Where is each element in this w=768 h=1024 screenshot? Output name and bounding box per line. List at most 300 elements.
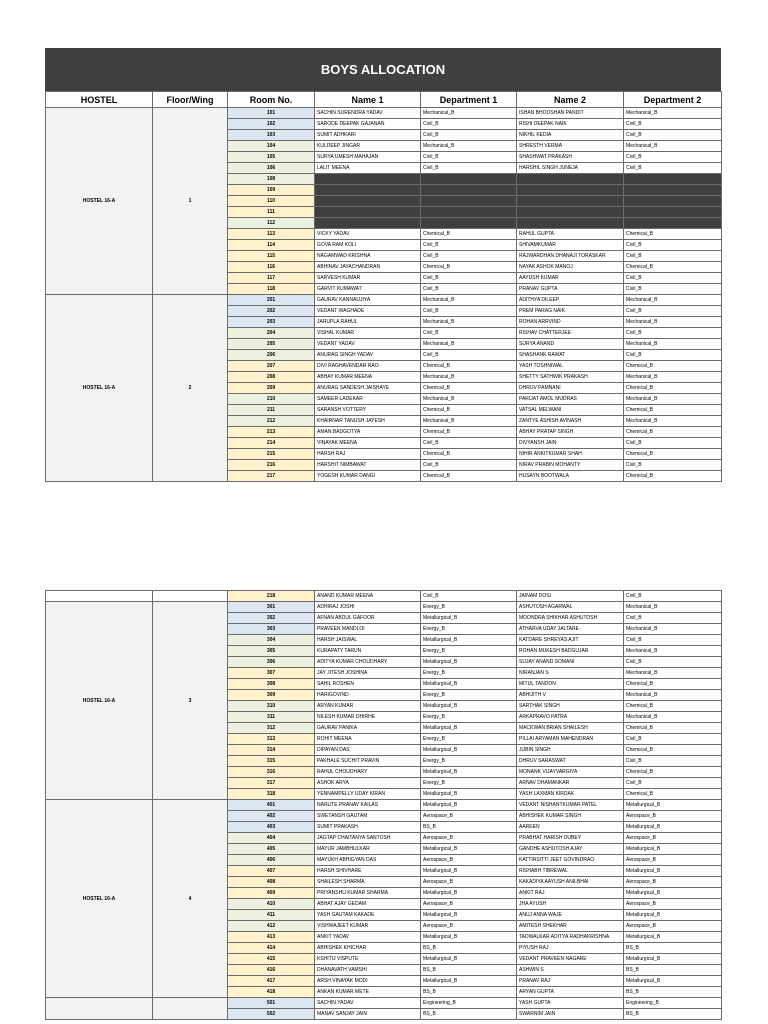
floor-wing-cell: 3 — [153, 602, 228, 800]
department-2-cell: Metallurgical_B — [624, 932, 722, 943]
name-2-cell: NIRAV PRABIN MOHANTY — [517, 460, 624, 471]
name-1-cell: GARVIT KUMAWAT — [315, 284, 421, 295]
room-number-cell: 408 — [228, 877, 315, 888]
name-2-cell: JAINAM DOSI — [517, 591, 624, 602]
room-number-cell: 210 — [228, 394, 315, 405]
name-1-cell: SHAILESH SHARMA — [315, 877, 421, 888]
room-number-cell: 212 — [228, 416, 315, 427]
name-1-cell: SARVESH KUMAR — [315, 273, 421, 284]
name-2-cell: VEDANT PRAVEEN NAGARE — [517, 954, 624, 965]
name-2-cell: ISHAN BHOOSHAN PANDIT — [517, 108, 624, 119]
name-2-cell: RISHAV CHATTERJEE — [517, 328, 624, 339]
department-2-cell: Civil_B — [624, 350, 722, 361]
room-number-cell: 303 — [228, 624, 315, 635]
header-name-1: Name 1 — [315, 92, 421, 108]
department-2-cell: Metallurgical_B — [624, 976, 722, 987]
room-number-cell: 411 — [228, 910, 315, 921]
name-2-cell: ANKIT RAJ — [517, 888, 624, 899]
name-2-cell: KATTIRSITTI JEET GOVINDRAO — [517, 855, 624, 866]
department-2-cell: Aerospace_B — [624, 899, 722, 910]
department-2-cell: Mechanical_B — [624, 372, 722, 383]
room-number-cell: 306 — [228, 657, 315, 668]
department-1-cell: Metallurgical_B — [421, 866, 517, 877]
department-2-cell: Mechanical_B — [624, 690, 722, 701]
department-2-cell: Mechanical_B — [624, 668, 722, 679]
header-room-no: Room No. — [228, 92, 315, 108]
department-2-cell: Metallurgical_B — [624, 954, 722, 965]
department-2-cell: Civil_B — [624, 460, 722, 471]
department-2-cell: Civil_B — [624, 306, 722, 317]
name-2-cell: ASHUTOSH AGARWAL — [517, 602, 624, 613]
department-1-cell: Civil_B — [421, 240, 517, 251]
name-2-cell: PARIJAT AMOL MUDRAS — [517, 394, 624, 405]
table-row — [46, 108, 722, 119]
name-2-cell: SWARNIM JAIN — [517, 1009, 624, 1020]
name-1-cell: GAURAV PANIKA — [315, 723, 421, 734]
department-2-cell: Civil_B — [624, 756, 722, 767]
name-1-cell: SURYA UMESH MAHAJAN — [315, 152, 421, 163]
room-number-cell: 102 — [228, 119, 315, 130]
department-2-cell: Mechanical_B — [624, 712, 722, 723]
room-number-cell: 304 — [228, 635, 315, 646]
department-2-cell: Chemical_B — [624, 679, 722, 690]
name-2-cell: JHA AYUSH — [517, 899, 624, 910]
room-number-cell: 106 — [228, 163, 315, 174]
room-number-cell: 307 — [228, 668, 315, 679]
department-1-cell: Civil_B — [421, 163, 517, 174]
name-1-cell: SAMEER LADEKAR — [315, 394, 421, 405]
room-number-cell: 201 — [228, 295, 315, 306]
department-2-cell: Chemical_B — [624, 789, 722, 800]
name-2-cell: KATDARE SHREYAS AJIT — [517, 635, 624, 646]
hostel-cell — [46, 998, 153, 1020]
name-1-cell: NAGAMWAD KRISHNA — [315, 251, 421, 262]
name-2-cell: PIYUSH RAJ — [517, 943, 624, 954]
department-1-cell — [421, 174, 517, 185]
name-2-cell: VATSAL MELWANI — [517, 405, 624, 416]
allocation-table-page-2 — [45, 590, 722, 1020]
department-1-cell: Chemical_B — [421, 427, 517, 438]
room-number-cell: 502 — [228, 1009, 315, 1020]
department-1-cell: Metallurgical_B — [421, 789, 517, 800]
department-1-cell: BS_B — [421, 987, 517, 998]
name-1-cell: HARSH SHIVHARE — [315, 866, 421, 877]
name-2-cell: MOONDRA SHIKHAR ASHUTOSH — [517, 613, 624, 624]
name-2-cell — [517, 196, 624, 207]
name-1-cell — [315, 207, 421, 218]
room-number-cell: 409 — [228, 888, 315, 899]
hostel-cell: HOSTEL 16-A — [46, 602, 153, 800]
department-1-cell: Chemical_B — [421, 383, 517, 394]
name-1-cell: ABHINAV JAYACHANDRAN — [315, 262, 421, 273]
header-hostel: HOSTEL — [46, 92, 153, 108]
header-floor-wing: Floor/Wing — [153, 92, 228, 108]
department-1-cell — [421, 196, 517, 207]
sheet-title: BOYS ALLOCATION — [45, 48, 721, 91]
name-1-cell: KSHITIJ VISPUTE — [315, 954, 421, 965]
table-body — [46, 108, 722, 482]
name-2-cell: MONANK VIJAYVARGIYA — [517, 767, 624, 778]
department-1-cell: Energy_B — [421, 602, 517, 613]
department-2-cell — [624, 185, 722, 196]
room-number-cell: 215 — [228, 449, 315, 460]
room-number-cell: 403 — [228, 822, 315, 833]
name-1-cell: JARUPLA RAHUL — [315, 317, 421, 328]
room-number-cell: 101 — [228, 108, 315, 119]
department-1-cell: BS_B — [421, 822, 517, 833]
department-2-cell — [624, 207, 722, 218]
name-1-cell: HARIGOVIND — [315, 690, 421, 701]
room-number-cell: 112 — [228, 218, 315, 229]
name-2-cell: ABHISHEK KUMAR SINGH — [517, 811, 624, 822]
name-2-cell: ZANTYE ASHISH AVINASH — [517, 416, 624, 427]
name-2-cell: ABHIJITH V — [517, 690, 624, 701]
department-1-cell: Mechanical_B — [421, 295, 517, 306]
department-2-cell — [624, 196, 722, 207]
department-1-cell: Mechanical_B — [421, 141, 517, 152]
name-2-cell: TADWALKAR ADITYA RADHAKRISHNA — [517, 932, 624, 943]
department-1-cell: Aerospace_B — [421, 877, 517, 888]
name-1-cell: SACHIN SURENDRA YADAV — [315, 108, 421, 119]
room-number-cell: 312 — [228, 723, 315, 734]
department-2-cell: Civil_B — [624, 273, 722, 284]
name-1-cell: MANAV SANJAY JAIN — [315, 1009, 421, 1020]
department-1-cell: Energy_B — [421, 734, 517, 745]
room-number-cell: 318 — [228, 789, 315, 800]
department-2-cell: Mechanical_B — [624, 141, 722, 152]
department-2-cell: Chemical_B — [624, 701, 722, 712]
name-1-cell: ROHIT MEENA — [315, 734, 421, 745]
header-row — [46, 92, 722, 108]
room-number-cell: 211 — [228, 405, 315, 416]
department-1-cell: Chemical_B — [421, 361, 517, 372]
room-number-cell: 315 — [228, 756, 315, 767]
department-1-cell: Civil_B — [421, 152, 517, 163]
department-1-cell: Chemical_B — [421, 262, 517, 273]
department-1-cell: Metallurgical_B — [421, 745, 517, 756]
room-number-cell: 308 — [228, 679, 315, 690]
department-2-cell: Civil_B — [624, 438, 722, 449]
department-2-cell: Mechanical_B — [624, 624, 722, 635]
department-1-cell: Civil_B — [421, 284, 517, 295]
room-number-cell: 416 — [228, 965, 315, 976]
department-1-cell — [421, 207, 517, 218]
room-number-cell: 310 — [228, 701, 315, 712]
department-1-cell: BS_B — [421, 965, 517, 976]
name-2-cell: MITUL TANDON — [517, 679, 624, 690]
department-1-cell: Metallurgical_B — [421, 723, 517, 734]
hostel-cell — [46, 591, 153, 602]
department-1-cell: Civil_B — [421, 350, 517, 361]
department-2-cell: Metallurgical_B — [624, 822, 722, 833]
department-1-cell: BS_B — [421, 943, 517, 954]
department-2-cell: Aerospace_B — [624, 833, 722, 844]
header-department-2: Department 2 — [624, 92, 722, 108]
room-number-cell: 110 — [228, 196, 315, 207]
name-1-cell — [315, 174, 421, 185]
name-1-cell: KURAPATY TARUN — [315, 646, 421, 657]
name-2-cell: SHETTY SATHWIK PRAKASH — [517, 372, 624, 383]
department-1-cell: Chemical_B — [421, 229, 517, 240]
name-1-cell: SUMIT PRAKASH — [315, 822, 421, 833]
department-2-cell: Mechanical_B — [624, 416, 722, 427]
floor-wing-cell: 1 — [153, 108, 228, 295]
room-number-cell: 415 — [228, 954, 315, 965]
name-2-cell: ROHAN MUKESH BADGUJAR — [517, 646, 624, 657]
department-1-cell: Engineering_B — [421, 998, 517, 1009]
name-2-cell: ARKAPRAVO PATRA — [517, 712, 624, 723]
name-2-cell: ANUJ ANNA WAJE — [517, 910, 624, 921]
name-1-cell — [315, 185, 421, 196]
name-2-cell — [517, 174, 624, 185]
name-1-cell: GOVA RAM KOLI — [315, 240, 421, 251]
department-2-cell: Civil_B — [624, 284, 722, 295]
name-1-cell: ABHISHEK KHICHAR — [315, 943, 421, 954]
name-1-cell: PAKHALE SUCHIT PRAVIN — [315, 756, 421, 767]
department-2-cell: Mechanical_B — [624, 295, 722, 306]
name-1-cell: YENNAMPELLY UDAY KIRAN — [315, 789, 421, 800]
department-1-cell: Aerospace_B — [421, 811, 517, 822]
room-number-cell: 109 — [228, 185, 315, 196]
department-1-cell — [421, 218, 517, 229]
name-1-cell: ANKIT YADAV — [315, 932, 421, 943]
department-1-cell: BS_B — [421, 1009, 517, 1020]
department-2-cell: Civil_B — [624, 591, 722, 602]
table-row — [46, 591, 722, 602]
department-2-cell — [624, 174, 722, 185]
name-2-cell: GANDHE ASHUTOSH AJAY — [517, 844, 624, 855]
room-number-cell: 418 — [228, 987, 315, 998]
name-1-cell: YOGESH KUMAR DANGI — [315, 471, 421, 482]
name-1-cell: ANURAG SANDESH JAISHAYE — [315, 383, 421, 394]
name-1-cell: VISHWAJEET KUMAR — [315, 921, 421, 932]
department-2-cell: Metallurgical_B — [624, 800, 722, 811]
department-1-cell: Metallurgical_B — [421, 910, 517, 921]
department-1-cell: Mechanical_B — [421, 372, 517, 383]
name-2-cell — [517, 185, 624, 196]
room-number-cell: 216 — [228, 460, 315, 471]
department-1-cell: Mechanical_B — [421, 317, 517, 328]
name-1-cell: MAYUKH ABHIGYAN DAS — [315, 855, 421, 866]
name-2-cell: PRANAV RAJ — [517, 976, 624, 987]
hostel-cell: HOSTEL 16-A — [46, 108, 153, 295]
name-1-cell: ASHOK ARYA — [315, 778, 421, 789]
name-2-cell: AMITESH SHEKHAR — [517, 921, 624, 932]
floor-wing-cell: 4 — [153, 800, 228, 998]
room-number-cell: 413 — [228, 932, 315, 943]
room-number-cell: 301 — [228, 602, 315, 613]
name-1-cell: KULDEEP JINGAR — [315, 141, 421, 152]
name-1-cell: YASH GAUTAM KAKADE — [315, 910, 421, 921]
department-2-cell: Aerospace_B — [624, 921, 722, 932]
name-2-cell: RISHABH TIBREWAL — [517, 866, 624, 877]
name-1-cell: ABHAT AJAY GEDAM — [315, 899, 421, 910]
room-number-cell: 311 — [228, 712, 315, 723]
department-2-cell: Civil_B — [624, 251, 722, 262]
name-1-cell: KHAIRNAR TANUSH JAYESH — [315, 416, 421, 427]
department-2-cell: Civil_B — [624, 613, 722, 624]
room-number-cell: 117 — [228, 273, 315, 284]
name-1-cell: NARUTE PRANAV KAILAS — [315, 800, 421, 811]
room-number-cell: 207 — [228, 361, 315, 372]
room-number-cell: 414 — [228, 943, 315, 954]
department-1-cell: Metallurgical_B — [421, 767, 517, 778]
name-2-cell: SURYA ANAND — [517, 339, 624, 350]
name-1-cell: ANAND KUMAR MEENA — [315, 591, 421, 602]
department-2-cell: Mechanical_B — [624, 108, 722, 119]
name-1-cell: ADITYA KUMAR CHOUDHARY — [315, 657, 421, 668]
department-2-cell: Chemical_B — [624, 383, 722, 394]
table-body — [46, 591, 722, 1020]
room-number-cell: 417 — [228, 976, 315, 987]
department-2-cell: Chemical_B — [624, 745, 722, 756]
name-1-cell: SACHIN YADAV — [315, 998, 421, 1009]
room-number-cell: 302 — [228, 613, 315, 624]
table-row — [46, 800, 722, 811]
room-number-cell: 412 — [228, 921, 315, 932]
department-1-cell: Energy_B — [421, 756, 517, 767]
department-1-cell: Energy_B — [421, 668, 517, 679]
department-2-cell: Metallurgical_B — [624, 844, 722, 855]
room-number-cell: 405 — [228, 844, 315, 855]
name-2-cell: MACKWAN BRIAN SHAILESH — [517, 723, 624, 734]
room-number-cell: 114 — [228, 240, 315, 251]
name-1-cell: HARSH RAJ — [315, 449, 421, 460]
department-2-cell: Civil_B — [624, 152, 722, 163]
hostel-cell: HOSTEL 16-A — [46, 295, 153, 482]
room-number-cell: 115 — [228, 251, 315, 262]
room-number-cell: 316 — [228, 767, 315, 778]
department-1-cell: Metallurgical_B — [421, 635, 517, 646]
name-1-cell: VEDANT WAGHADE — [315, 306, 421, 317]
name-2-cell: AAREEN — [517, 822, 624, 833]
name-2-cell: JUBIN SINGH — [517, 745, 624, 756]
department-1-cell: Energy_B — [421, 624, 517, 635]
department-1-cell: Metallurgical_B — [421, 701, 517, 712]
room-number-cell: 313 — [228, 734, 315, 745]
room-number-cell: 501 — [228, 998, 315, 1009]
name-2-cell: YASH GUPTA — [517, 998, 624, 1009]
room-number-cell: 407 — [228, 866, 315, 877]
room-number-cell: 116 — [228, 262, 315, 273]
name-2-cell: ADITHYA DILEEP — [517, 295, 624, 306]
name-1-cell: SUMIT ADHKARI — [315, 130, 421, 141]
department-1-cell: Aerospace_B — [421, 833, 517, 844]
department-1-cell: Civil_B — [421, 251, 517, 262]
room-number-cell: 103 — [228, 130, 315, 141]
name-2-cell: DHRUV PAMNANI — [517, 383, 624, 394]
name-2-cell: NIKHIL KEDIA — [517, 130, 624, 141]
name-1-cell: ARSH VINAYAK MODI — [315, 976, 421, 987]
department-2-cell: Mechanical_B — [624, 317, 722, 328]
room-number-cell: 203 — [228, 317, 315, 328]
name-2-cell: RAJWARDHAN DHANAJI TORASKAR — [517, 251, 624, 262]
allocation-table-page-1 — [45, 91, 722, 482]
name-1-cell: SARODE DEEPAK GAJANAN — [315, 119, 421, 130]
header-name-2: Name 2 — [517, 92, 624, 108]
department-1-cell: Civil_B — [421, 273, 517, 284]
room-number-cell: 217 — [228, 471, 315, 482]
room-number-cell: 406 — [228, 855, 315, 866]
name-1-cell: ANKAN KUMAR METE — [315, 987, 421, 998]
name-2-cell: NIHIR ANKITKUMAR SHAH — [517, 449, 624, 460]
name-2-cell: ARYAN GUPTA — [517, 987, 624, 998]
room-number-cell: 401 — [228, 800, 315, 811]
department-2-cell: Metallurgical_B — [624, 888, 722, 899]
room-number-cell: 218 — [228, 591, 315, 602]
department-2-cell: BS_B — [624, 965, 722, 976]
name-2-cell: HARSHIL SINGH JUNEJA — [517, 163, 624, 174]
name-1-cell: RAHUL CHOUDHARY — [315, 767, 421, 778]
name-2-cell: PRANAV GUPTA — [517, 284, 624, 295]
name-1-cell: SARANSH VOTTERY — [315, 405, 421, 416]
name-1-cell: LALIT MEENA — [315, 163, 421, 174]
name-2-cell: DHRUV SARASWAT — [517, 756, 624, 767]
room-number-cell: 213 — [228, 427, 315, 438]
department-1-cell: Metallurgical_B — [421, 679, 517, 690]
room-number-cell: 314 — [228, 745, 315, 756]
name-1-cell: PRAVEEN MANDLOI — [315, 624, 421, 635]
name-1-cell: SWETANSH GAUTAM — [315, 811, 421, 822]
room-number-cell: 104 — [228, 141, 315, 152]
room-number-cell: 404 — [228, 833, 315, 844]
department-1-cell: Aerospace_B — [421, 899, 517, 910]
name-2-cell: SHASHANK RAWAT — [517, 350, 624, 361]
room-number-cell: 309 — [228, 690, 315, 701]
name-1-cell: VICKY YADAV — [315, 229, 421, 240]
department-1-cell: Civil_B — [421, 438, 517, 449]
room-number-cell: 214 — [228, 438, 315, 449]
department-1-cell: Metallurgical_B — [421, 844, 517, 855]
name-1-cell: GAURAV KANNAUJIYA — [315, 295, 421, 306]
room-number-cell: 108 — [228, 174, 315, 185]
name-2-cell: SHIVAMKUMAR — [517, 240, 624, 251]
department-2-cell: Aerospace_B — [624, 811, 722, 822]
department-2-cell: Engineering_B — [624, 998, 722, 1009]
name-2-cell: RISHI DEEPAK NAIK — [517, 119, 624, 130]
department-1-cell: Energy_B — [421, 778, 517, 789]
department-2-cell: Mechanical_B — [624, 394, 722, 405]
department-1-cell: Mechanical_B — [421, 416, 517, 427]
department-2-cell: Chemical_B — [624, 767, 722, 778]
department-1-cell: Metallurgical_B — [421, 800, 517, 811]
name-2-cell: AAYUSH KUMAR — [517, 273, 624, 284]
name-2-cell: PILLAI ARYAMAN MAHENDRAN — [517, 734, 624, 745]
name-1-cell: JAY JITESH JOSHINA — [315, 668, 421, 679]
name-1-cell: PRIYANSHU KUMAR SHARMA — [315, 888, 421, 899]
department-2-cell: Chemical_B — [624, 471, 722, 482]
department-1-cell: Energy_B — [421, 690, 517, 701]
department-2-cell: Civil_B — [624, 119, 722, 130]
department-2-cell: Chemical_B — [624, 361, 722, 372]
department-1-cell: Metallurgical_B — [421, 888, 517, 899]
department-2-cell: Civil_B — [624, 734, 722, 745]
department-1-cell: Mechanical_B — [421, 339, 517, 350]
name-2-cell: DIVYANSH JAIN — [517, 438, 624, 449]
department-1-cell: Metallurgical_B — [421, 954, 517, 965]
department-1-cell: Aerospace_B — [421, 855, 517, 866]
name-1-cell: DHANAVATH VAMSHI — [315, 965, 421, 976]
name-1-cell: MAYUR JAMBHULKAR — [315, 844, 421, 855]
department-1-cell: Civil_B — [421, 306, 517, 317]
name-2-cell: VEDANT NISHANTKUMAR PATEL — [517, 800, 624, 811]
name-2-cell: ARNAV DHAMANKAR — [517, 778, 624, 789]
room-number-cell: 208 — [228, 372, 315, 383]
department-2-cell: Mechanical_B — [624, 339, 722, 350]
department-2-cell: Chemical_B — [624, 262, 722, 273]
room-number-cell: 204 — [228, 328, 315, 339]
department-1-cell: Civil_B — [421, 460, 517, 471]
